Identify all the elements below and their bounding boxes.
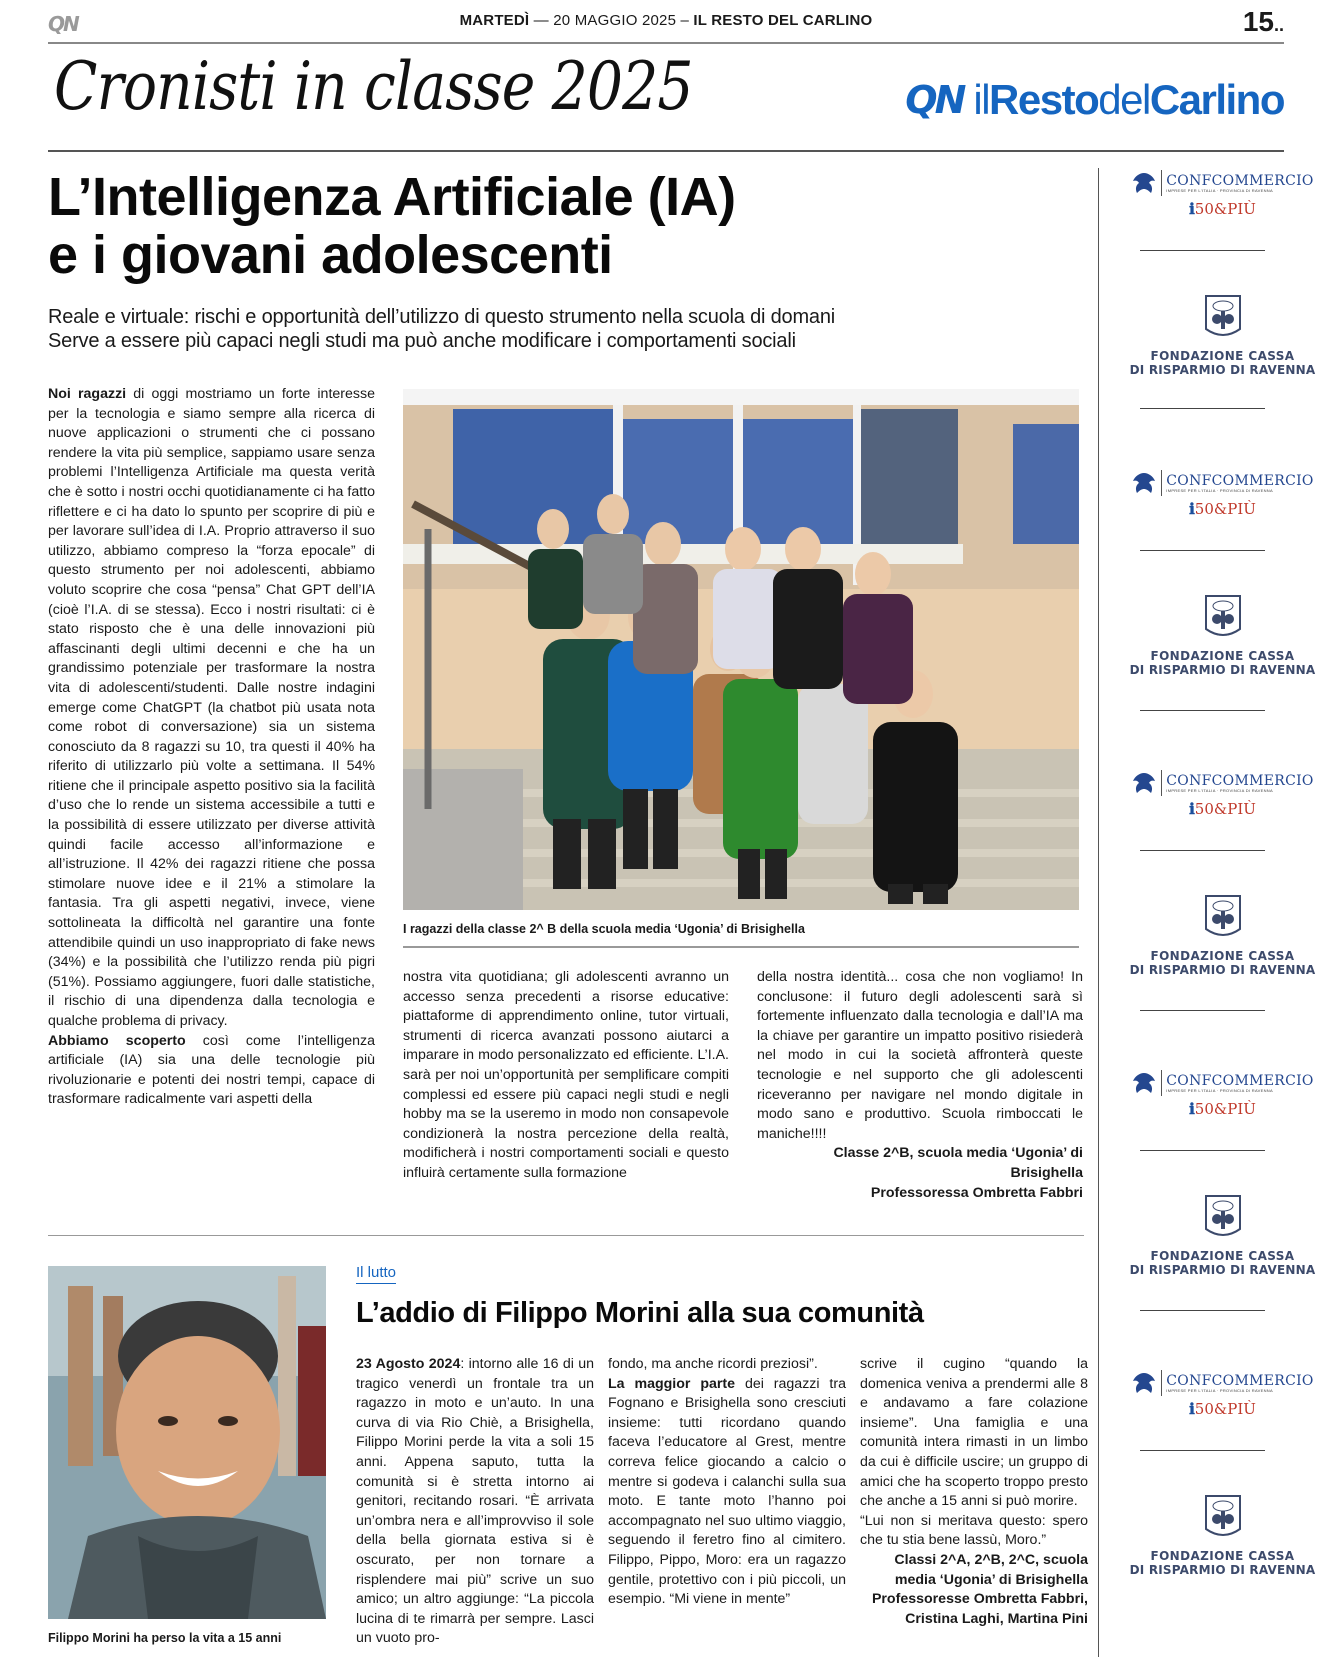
- fondazione-name-line-2: DI RISPARMIO DI RAVENNA: [1129, 963, 1316, 977]
- cinquanta-piu-logo: [1110, 1100, 1335, 1118]
- coat-of-arms-icon: [1203, 1193, 1243, 1243]
- paragraph-lead: 23 Agosto 2024: [356, 1356, 461, 1372]
- paragraph: [356, 1355, 594, 1649]
- sponsor-separator: [1140, 1450, 1265, 1451]
- signature-school: Classe 2^B, scuola media ‘Ugonia’ di Brisighella: [833, 1145, 1083, 1181]
- fondazione-name-line-2: DI RISPARMIO DI RAVENNA: [1129, 1263, 1316, 1277]
- figure-icon: ℹ: [1189, 500, 1195, 518]
- confcommercio-logo: [1110, 170, 1335, 196]
- sponsor-separator: [1140, 550, 1265, 551]
- paragraph-text: dei ragazzi tra Fognano e Brisighella sono cresciuti insieme: tutti ricordano quando faceva l’educatore al Grest, mentre correva felice giocando a calcio o mentre si godeva i calanchi sulla sua moto. E tante moto l’hanno poi accompagnato nel suo ultimo viaggio, seguendo il feretro fino al cimitero. Filippo, Pippo, Moro: era un ragazzo gentile, protettivo con i più piccoli, un esempio. “Mi viene in mente”: [608, 1375, 846, 1608]
- signature-school: Classi 2^A, 2^B, 2^C, scuola media ‘Ugonia’ di Brisighella: [894, 1551, 1088, 1588]
- caption-divider: [403, 946, 1079, 948]
- confcommercio-logo: [1110, 1370, 1335, 1396]
- cinquanta-piu-text: 50&PIÙ: [1194, 1400, 1256, 1418]
- confcommercio-tagline: IMPRESE PER L'ITALIA · PROVINCIA DI RAVENNA: [1166, 787, 1273, 793]
- figure-icon: ℹ: [1189, 800, 1195, 818]
- paragraph-text: scrive il cugino “quando la domenica veniva a prendermi alle 8 e andavamo a fare colazione insieme”. Una famiglia e una comunità intera rimasti in un limbo da cui è difficile uscire; un gruppo di amici che ha scoperto troppo presto che anche a 15 anni si può morire.: [860, 1356, 1088, 1510]
- paragraph: [48, 1032, 375, 1110]
- paragraph-text: di oggi mostriamo un forte interesse per la tecnologia e siamo sempre alla ricerca di nuove applicazioni o strumenti che ci possano rendere la vita più semplice, sappiamo usare senza problemi l’Intelligenza Artificiale ma questa verità che è sotto i nostri occhi quotidianamente ci ha fatto riflettere e ci ha dato lo spunto per scoprire di più e per lavorare sull’idea di I.A. Proprio attraverso il suo utilizzo, abbiamo compreso la “forza epocale” di questo strumento per noi adolescenti, abbiamo voluto scoprire che cosa “pensa” Chat GPT dell’IA (cioè l’I.A. di se stessa). Ecco i nostri risultati: ci è stato risposto che è una delle innovazioni più affascinanti degli ultimi decenni e che ha un grandissimo potenziale per trasformare la nostra vita di adolescenti/studenti. Dalle nostre indagini emerge come ChatGPT (la chatbot più usata nota come robot di conversazione) sia un sistema conosciuto da 8 ragazzi su 10, tra questi il 40% ha riferito di utilizzarlo più volte a settimana. Il 54% ritiene che il principale aspetto positivo sia la facilità d’uso che lo rende un sistema accessibile a tutti e la possibilità di essere utilizzato per diverse attività quindi facile accesso all’informazione e all’istruzione. Il 42% dei ragazzi ritiene che possa stimolare nuove idee e il 21% a stimolare la fantasia. Tra gli aspetti negativi, invece, viene sottolineata la difficoltà nel garantire una fonte attendibile quindi un uso inappropriato di fake news (34%) e la possibilità che l’utilizzo renda più pigri (51%). Possiamo aggiungere, fuori dalle statistiche, il rischio di una dipendenza dalla tecnologia e qualche problema di privacy.: [48, 386, 375, 1029]
- paragraph-text: “Lui non si meritava questo: spero che tu stia bene lassù, Moro.”: [860, 1512, 1088, 1549]
- logo-separator: [1161, 470, 1162, 496]
- article-headline: [48, 168, 1048, 284]
- headline-line-1: L’Intelligenza Artificiale (IA): [48, 167, 736, 227]
- page-number-dots: ..: [1273, 15, 1284, 35]
- coat-of-arms-icon: [1203, 1493, 1243, 1543]
- article-column-1: [356, 1355, 594, 1649]
- headline-line-2: e i giovani adolescenti: [48, 225, 613, 285]
- sponsor-separator: [1140, 1010, 1265, 1011]
- filippo-morini-portrait: [48, 1266, 326, 1619]
- article-column-2: [403, 968, 729, 1184]
- confcommercio-tagline: IMPRESE PER L'ITALIA · PROVINCIA DI RAVENNA: [1166, 187, 1273, 193]
- brand-il: il: [973, 76, 990, 123]
- confcommercio-tagline: IMPRESE PER L'ITALIA · PROVINCIA DI RAVENNA: [1166, 1387, 1273, 1393]
- figure-icon: ℹ: [1189, 200, 1195, 218]
- figure-icon: ℹ: [1189, 1100, 1195, 1118]
- eagle-icon: [1131, 1371, 1157, 1395]
- cinquanta-piu-text: 50&PIÙ: [1194, 200, 1256, 218]
- paragraph-lead: La maggior parte: [608, 1375, 736, 1392]
- cinquanta-piu-logo: [1110, 200, 1335, 218]
- logo-separator: [1161, 1070, 1162, 1096]
- cinquanta-piu-logo: [1110, 500, 1335, 518]
- paragraph: [48, 385, 375, 1032]
- figure-icon: ℹ: [1189, 1400, 1195, 1418]
- article-column-1: [48, 385, 375, 1110]
- weekday: MARTEDÌ: [459, 12, 530, 29]
- sponsor-separator: [1140, 1150, 1265, 1151]
- sponsor-separator: [1140, 710, 1265, 711]
- article-headline: L’addio di Filippo Morini alla sua comunità: [356, 1297, 924, 1329]
- brand-carlino: Carlino: [1149, 76, 1284, 123]
- class-photo-image: [403, 389, 1079, 910]
- carlino-wordmark: [973, 76, 1284, 124]
- confcommercio-logo: [1110, 470, 1335, 496]
- article-column-2: [608, 1355, 846, 1610]
- eagle-icon: [1131, 1071, 1157, 1095]
- dateline-separator: —: [533, 12, 549, 29]
- page-header: [48, 8, 1284, 42]
- confcommercio-name: CONFCOMMERCIO: [1166, 1372, 1314, 1389]
- brand-resto: Resto: [989, 76, 1099, 123]
- cinquanta-piu-logo: [1110, 1400, 1335, 1418]
- section-title: Cronisti in classe 2025: [54, 48, 693, 125]
- subhead-line-2: Serve a essere più capaci negli studi ma può anche modificare i comportamenti sociali: [48, 330, 796, 352]
- article-divider: [48, 1235, 1084, 1236]
- fondazione-sponsor: [1110, 593, 1335, 677]
- confcommercio-name: CONFCOMMERCIO: [1166, 172, 1314, 189]
- dateline-separator: –: [680, 12, 690, 29]
- carlino-logo: [905, 76, 1284, 124]
- confcommercio-name: CONFCOMMERCIO: [1166, 1072, 1314, 1089]
- paragraph-text: : intorno alle 16 di un tragico venerdì un frontale tra un ragazzo in moto e un’auto. In una curva di via Rio Chiè, a Brisighella, Filippo Morini perde la vita a soli 15 anni. Appena saputo, tutta la comunità si è stretta intorno ai genitori, recitando rosari. “È arrivata un’ombra nera e all’improvviso il sole della bella giornata estiva si è oscurato, per non tornare a risplendere mai più” scrive un suo amico; un altro aggiunge: “La piccola lucina di te rimarrà per sempre. Lasci un vuoto pro-: [356, 1356, 594, 1647]
- confcommercio-sponsor: [1110, 1360, 1335, 1418]
- fondazione-sponsor: [1110, 1193, 1335, 1277]
- article-column-3: [757, 968, 1083, 1203]
- article-column-3: [860, 1355, 1088, 1629]
- fondazione-sponsor: [1110, 1493, 1335, 1577]
- confcommercio-logo: [1110, 1070, 1335, 1096]
- confcommercio-sponsor: [1110, 760, 1335, 818]
- paragraph-lead: Abbiamo scoperto: [48, 1032, 186, 1049]
- qn-logo: QN: [905, 78, 964, 122]
- eagle-icon: [1131, 471, 1157, 495]
- paragraph-text: della nostra identità... cosa che non vogliamo! In conclusone: il futuro degli adolescenti sarà sì fortemente influenzato dalla tecnologia e dall’IA ma la chiave per garantire un impatto positivo risiederà nel modo in cui la società affronterà queste tecnologie e nel supporto che gli adolescenti riceveranno per navigare nel mondo digitale in modo sano e produttivo. Scuola rimboccati le maniche!!!!: [757, 969, 1083, 1142]
- header-divider: [48, 42, 1284, 44]
- section-kicker[interactable]: Il lutto: [356, 1264, 396, 1284]
- fondazione-name-line-1: FONDAZIONE CASSA: [1150, 1249, 1295, 1263]
- subhead-line-1: Reale e virtuale: rischi e opportunità dell’utilizzo di questo strumento nella scuola di domani: [48, 306, 835, 328]
- cinquanta-piu-text: 50&PIÙ: [1194, 800, 1256, 818]
- brand-del: del: [1098, 76, 1150, 123]
- eagle-icon: [1131, 171, 1157, 195]
- sponsor-separator: [1140, 1310, 1265, 1311]
- cinquanta-piu-logo: [1110, 800, 1335, 818]
- confcommercio-tagline: IMPRESE PER L'ITALIA · PROVINCIA DI RAVENNA: [1166, 487, 1273, 493]
- confcommercio-sponsor: [1110, 1060, 1335, 1118]
- portrait-caption: Filippo Morini ha perso la vita a 15 anni: [48, 1631, 282, 1645]
- newspaper-name: IL RESTO DEL CARLINO: [693, 12, 873, 29]
- fondazione-name-line-1: FONDAZIONE CASSA: [1150, 949, 1295, 963]
- sponsor-separator: [1140, 250, 1265, 251]
- eagle-icon: [1131, 771, 1157, 795]
- confcommercio-name: CONFCOMMERCIO: [1166, 472, 1314, 489]
- photo-caption: I ragazzi della classe 2^ B della scuola media ‘Ugonia’ di Brisighella: [403, 922, 805, 936]
- fondazione-name-line-2: DI RISPARMIO DI RAVENNA: [1129, 663, 1316, 677]
- signature-teachers: Professoresse Ombretta Fabbri, Cristina Laghi, Martina Pini: [871, 1591, 1088, 1627]
- portrait-image: [48, 1266, 326, 1619]
- paragraph-text: fondo, ma anche ricordi preziosi”.: [608, 1356, 818, 1372]
- article-subheadline: [48, 305, 1048, 353]
- fondazione-sponsor: [1110, 893, 1335, 977]
- sponsor-separator: [1140, 408, 1265, 409]
- logo-separator: [1161, 1370, 1162, 1396]
- page-number-value: 15: [1242, 6, 1274, 37]
- article-signature: [757, 1144, 1083, 1203]
- paragraph-text: nostra vita quotidiana; gli adolescenti avranno un accesso senza precedenti a risorse educative: piattaforme di apprendimento online, tutor virtuali, strumenti di ricerca avanzati possono aiutarci a imparare in modo personalizzato ed efficiente. L’I.A. sarà per noi un’opportunità per semplificare compiti complessi ed essere più capaci negli studi e negli hobby ma se la useremo in modo non consapevole condizionerà la nostra percezione della realtà, modificherà i nostri comportamenti sociali e questo influirà certamente sulla formazione: [403, 969, 729, 1181]
- masthead: [48, 48, 1284, 148]
- coat-of-arms-icon: [1203, 293, 1243, 343]
- cinquanta-piu-text: 50&PIÙ: [1194, 500, 1256, 518]
- signature-teacher: Professoressa Ombretta Fabbri: [870, 1184, 1083, 1201]
- fondazione-name-line-2: DI RISPARMIO DI RAVENNA: [1129, 1563, 1316, 1577]
- paragraph-lead: Noi ragazzi: [48, 386, 127, 402]
- confcommercio-name: CONFCOMMERCIO: [1166, 772, 1314, 789]
- sidebar-divider: [1098, 168, 1099, 1657]
- paragraph-text: così come l’intelligenza artificiale (IA) sia una delle tecnologie più rivoluzionarie e potenti dei nostri tempi, capace di trasformare radicalmente vari aspetti della: [48, 1032, 375, 1108]
- fondazione-name-line-1: FONDAZIONE CASSA: [1150, 1549, 1295, 1563]
- confcommercio-tagline: IMPRESE PER L'ITALIA · PROVINCIA DI RAVENNA: [1166, 1087, 1273, 1093]
- logo-separator: [1161, 770, 1162, 796]
- confcommercio-sponsor: [1110, 460, 1335, 518]
- page-number: [1243, 6, 1284, 38]
- article-signature: [860, 1551, 1088, 1629]
- qn-logo-small: QN: [48, 12, 78, 36]
- fondazione-name-line-1: FONDAZIONE CASSA: [1150, 649, 1295, 663]
- dateline: [48, 12, 1284, 29]
- confcommercio-logo: [1110, 770, 1335, 796]
- confcommercio-sponsor: [1110, 160, 1335, 218]
- masthead-divider: [48, 150, 1284, 152]
- fondazione-sponsor: [1110, 293, 1335, 377]
- coat-of-arms-icon: [1203, 593, 1243, 643]
- logo-separator: [1161, 170, 1162, 196]
- cinquanta-piu-text: 50&PIÙ: [1194, 1100, 1256, 1118]
- publication-date: 20 MAGGIO 2025: [553, 12, 677, 29]
- coat-of-arms-icon: [1203, 893, 1243, 943]
- sponsor-separator: [1140, 850, 1265, 851]
- paragraph: [608, 1375, 846, 1610]
- class-group-photo: [403, 389, 1079, 910]
- fondazione-name-line-2: DI RISPARMIO DI RAVENNA: [1129, 363, 1316, 377]
- fondazione-name-line-1: FONDAZIONE CASSA: [1150, 349, 1295, 363]
